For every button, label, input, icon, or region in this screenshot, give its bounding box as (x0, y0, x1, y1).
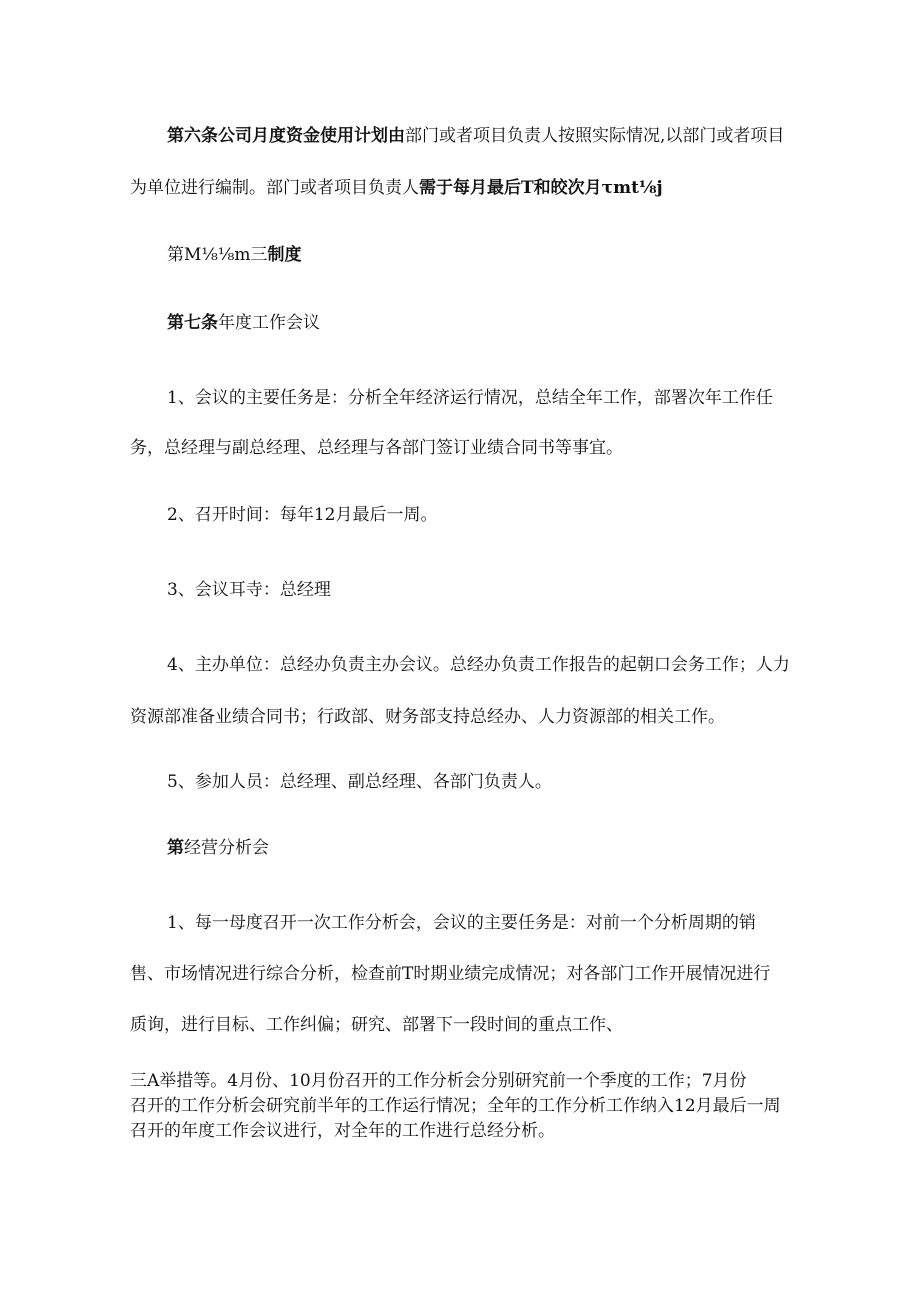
text-run: 1、每一母度召开一次工作分析会，会议的主要任务是：对前一个分析周期的销 (167, 913, 756, 933)
paragraph-line (130, 176, 663, 200)
text-run-bold: 第 (167, 838, 184, 858)
text-run: 三A举措等。4月份、10月份召开的工作分析会分别研究前一个季度的工作；7月份 (130, 1071, 747, 1091)
paragraph-line (167, 653, 790, 677)
paragraph-line (130, 1119, 555, 1143)
paragraph-line (167, 503, 437, 527)
text-run: 售、市场情况进行综合分析，检查前T时期业绩完成情况；对各部门工作开展情况进行 (130, 964, 771, 984)
text-run: 1、会议的主要任务是：分析全年经济运行情况，总结全年工作，部署次年工作任 (167, 388, 773, 408)
paragraph-line (130, 962, 770, 986)
text-run: 资源部准备业绩合同书；行政部、财务部支持总经办、人力资源部的相关工作。 (130, 707, 725, 727)
paragraph-line (130, 1013, 623, 1037)
paragraph-line (167, 124, 784, 148)
section-heading (167, 836, 269, 860)
text-run: 经营分析会 (184, 838, 269, 858)
paragraph-line (167, 578, 331, 602)
paragraph-line (167, 386, 773, 410)
article-title: 年度工作会议 (218, 313, 320, 333)
section-heading (167, 243, 301, 267)
paragraph-line (130, 1069, 747, 1093)
article-number: 第七条 (167, 313, 218, 333)
text-run: 为单位进行编制。部门或者项目负责人 (130, 178, 419, 198)
text-run-bold: 制度 (267, 245, 302, 265)
text-run: 召开的年度工作会议进行，对全年的工作进行总经分析。 (130, 1121, 555, 1141)
text-run: 第M⅛⅛m三 (167, 245, 268, 265)
paragraph-line (167, 911, 756, 935)
article-heading: 第六条公司月度资金使用计划由 (167, 126, 405, 146)
text-run-bold: 需于每月最后T和皎次月τmt⅛j (419, 178, 663, 198)
text-run: 部门或者项目负责人按照实际情况,以部门或者项目 (405, 126, 785, 146)
paragraph-line (130, 436, 623, 460)
text-run: 质询，进行目标、工作纠偏；研究、部署下一段时间的重点工作、 (130, 1015, 623, 1035)
text-run: 2、召开时间：每年12月最后一周。 (167, 505, 438, 525)
text-run: 3、会议耳寺：总经理 (167, 580, 331, 600)
text-run: 5、参加人员：总经理、副总经理、各部门负责人。 (167, 772, 552, 792)
text-run: 4、主办单位：总经办负责主办会议。总经办负责工作报告的起朝口会务工作；人力 (167, 655, 790, 675)
text-run: 务，总经理与副总经理、总经理与各部门签订业绩合同书等事宜。 (130, 438, 623, 458)
text-run: 召开的工作分析会研究前半年的工作运行情况；全年的工作分析工作纳入12月最后一周 (130, 1096, 781, 1116)
paragraph-line (130, 1094, 781, 1118)
paragraph-line (167, 770, 552, 794)
paragraph-line (130, 705, 725, 729)
article-heading (167, 311, 320, 335)
